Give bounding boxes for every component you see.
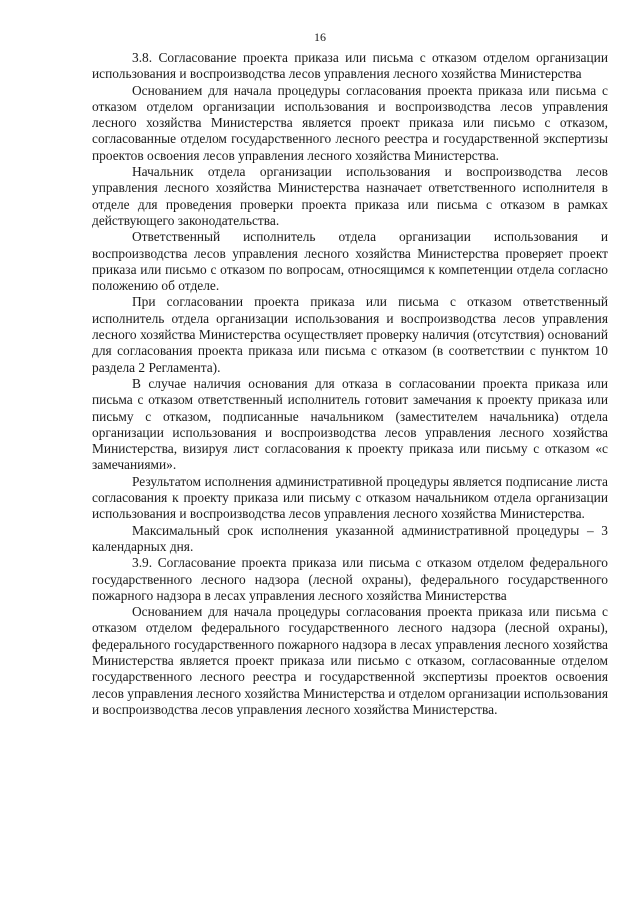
paragraph: В случае наличия основания для отказа в согласовании проекта приказа или письма с отказом ответственный исполнитель готовит замечания к проекту приказа или письму с отказом, подписанные начальником (заместителем начальника) отдела организации использования и воспроизводства лесов управления лесного хозяйства Министерства, визируя лист согласования к проекту приказа или письму с отказом «с замечаниями». xyxy=(92,375,608,473)
paragraph: Начальник отдела организации использования и воспроизводства лесов управления лесного хозяйства Министерства назначает ответственного исполнителя в отделе для проведения проверки проекта приказа или письма с отказом в рамках действующего законодательства. xyxy=(92,164,608,228)
document-body xyxy=(92,50,608,718)
paragraph: Максимальный срок исполнения указанной административной процедуры – 3 календарных дня. xyxy=(92,522,608,554)
page-number: 16 xyxy=(314,30,326,44)
paragraph: Основанием для начала процедуры согласования проекта приказа или письма с отказом отделом организации использования и воспроизводства лесов управления лесного хозяйства Министерства является проект приказа или письмо с отказом, согласованные отделом государственного лесного реестра и государственной экспертизы проектов освоения лесов управления лесного хозяйства Министерства. xyxy=(92,82,608,163)
paragraph: При согласовании проекта приказа или письма с отказом ответственный исполнитель отдела организации использования и воспроизводства лесов управления лесного хозяйства Министерства осуществляет проверку наличия (отсутствия) оснований для согласования проекта приказа или письма с отказом (в соответствии с пунктом 10 раздела 2 Регламента). xyxy=(92,294,608,375)
section-heading-3-8: 3.8. Согласование проекта приказа или письма с отказом отделом организации использования и воспроизводства лесов управления лесного хозяйства Министерства xyxy=(92,50,608,82)
paragraph: Ответственный исполнитель отдела организации использования и воспроизводства лесов управления лесного хозяйства Министерства проверяет проект приказа или письмо с отказом по вопросам, относящимся к компетенции отдела согласно положению об отделе. xyxy=(92,229,608,294)
section-heading-3-9: 3.9. Согласование проекта приказа или письма с отказом отделом федерального государственного лесного надзора (лесной охраны), федерального государственного пожарного надзора в лесах управления лесного хозяйства Министерства xyxy=(92,555,608,603)
paragraph: Основанием для начала процедуры согласования проекта приказа или письма с отказом отделом федерального государственного лесного надзора (лесной охраны), федерального государственного пожарного надзора в лесах управления лесного хозяйства Министерства является проект приказа или письмо с отказом, согласованные отделом государственного лесного реестра и государственной экспертизы проектов освоения лесов управления лесного хозяйства Министерства и отделом организации использования и воспроизводства лесов управления лесного хозяйства Министерства. xyxy=(92,604,608,717)
paragraph: Результатом исполнения административной процедуры является подписание листа согласования к проекту приказа или письму с отказом начальником отдела организации использования и воспроизводства лесов управления лесного хозяйства Министерства. xyxy=(92,473,608,522)
